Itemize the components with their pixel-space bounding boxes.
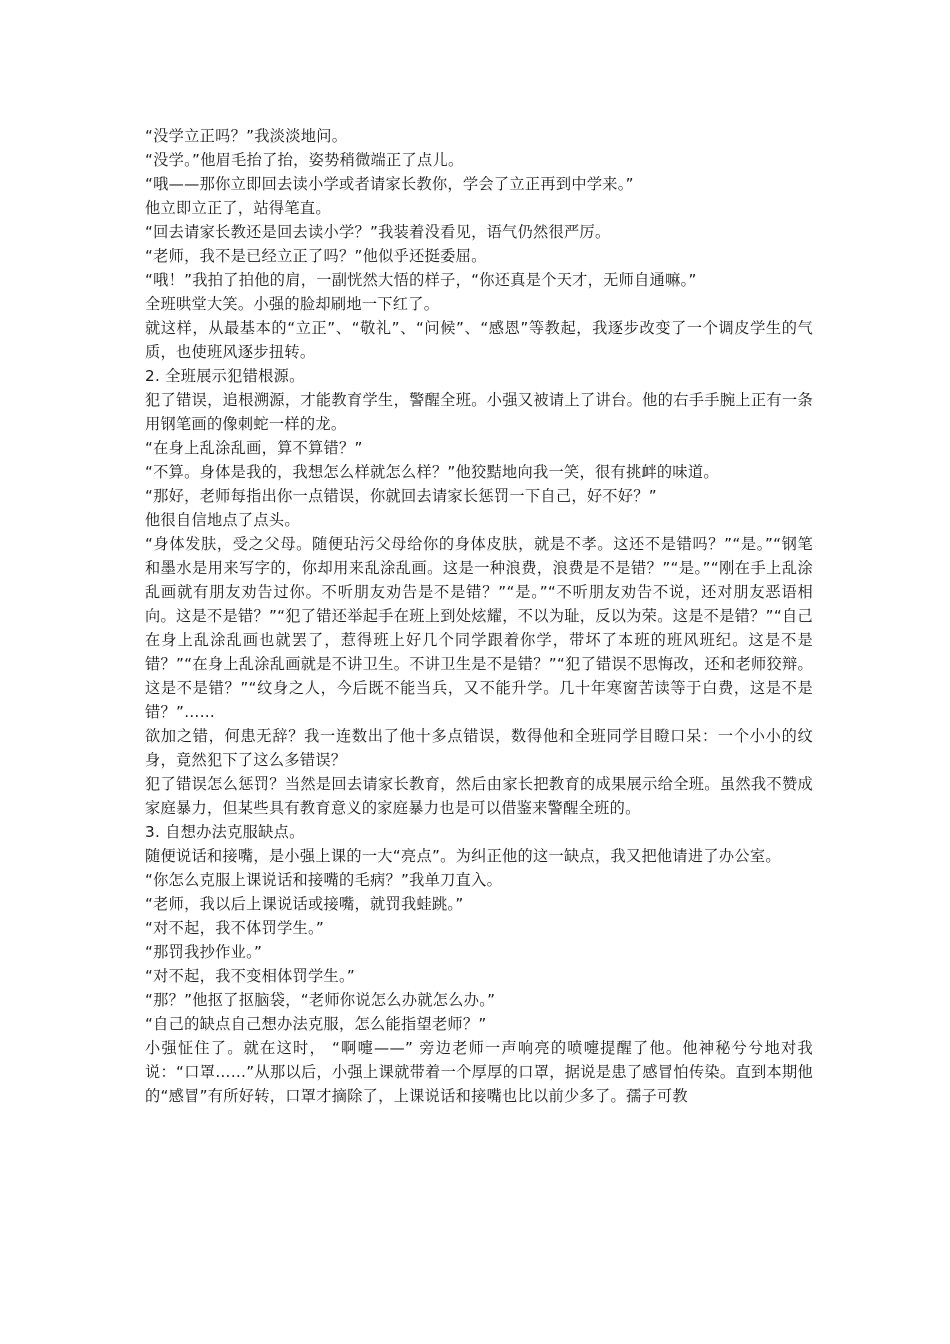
paragraph: 全班哄堂大笑。小强的脸却刷地一下红了。 [145, 295, 440, 313]
paragraph: 他很自信地点了点头。 [145, 511, 300, 529]
section-heading: 2. 全班展示犯错根源。 [145, 367, 305, 385]
paragraph: 就这样，从最基本的“立正”、“敬礼”、“问候”、“感恩”等教起，我逐步改变了一个调皮学生的气质，也使班风逐步扭转。 [145, 319, 813, 361]
paragraph: “不算。身体是我的，我想怎么样就怎么样？”他狡黠地向我一笑，很有挑衅的味道。 [145, 463, 719, 481]
paragraph: “没学立正吗？”我淡淡地问。 [145, 127, 348, 145]
paragraph: “回去请家长教还是回去读小学？”我装着没看见，语气仍然很严厉。 [145, 223, 611, 241]
paragraph: “老师，我不是已经立正了吗？”他似乎还挺委屈。 [145, 247, 487, 265]
paragraph: “身体发肤，受之父母。随便玷污父母给你的身体皮肤，就是不孝。这还不是错吗？”“是。”“钢笔和墨水是用来写字的，你却用来乱涂乱画。这是一种浪费，浪费是不是错？”“是。”“刚在手上乱涂乱画就有朋友劝告过你。不听朋友劝告是不是错？”“是。”“不听朋友劝告不说，还对朋友恶语相向。这是不是错？”“犯了错还举起手在班上到处炫耀，不以为耻，反以为荣。这是不是错？”“自己在身上乱涂乱画也就罢了，惹得班上好几个同学跟着你学，带坏了本班的班风班纪。这是不是错？”“在身上乱涂乱画就是不讲卫生。不讲卫生是不是错？”“犯了错误不思悔改，还和老师狡辩。这是不是错？”“纹身之人，今后既不能当兵，又不能升学。几十年寒窗苦读等于白费，这是不是错？”…… [145, 535, 813, 721]
section-heading: 3. 自想办法克服缺点。 [145, 823, 305, 841]
paragraph: “在身上乱涂乱画，算不算错？” [145, 439, 363, 457]
paragraph: “自己的缺点自己想办法克服，怎么能指望老师？” [145, 1015, 487, 1033]
paragraph: “哦！”我拍了拍他的肩，一副恍然大悟的样子，“你还真是个天才，无师自通嘛。” [145, 271, 697, 289]
paragraph: 他立即立正了，站得笔直。 [145, 199, 331, 217]
paragraph: “那好，老师每指出你一点错误，你就回去请家长惩罚一下自己，好不好？” [145, 487, 657, 505]
paragraph: “对不起，我不体罚学生。” [145, 919, 325, 937]
paragraph: 犯了错误怎么惩罚？当然是回去请家长教育，然后由家长把教育的成果展示给全班。虽然我不赞成家庭暴力，但某些具有教育意义的家庭暴力也是可以借鉴来警醒全班的。 [145, 775, 813, 817]
paragraph: “没学。”他眉毛抬了抬，姿势稍微端正了点儿。 [145, 151, 464, 169]
paragraph: “那罚我抄作业。” [145, 943, 263, 961]
paragraph: 随便说话和接嘴，是小强上课的一大“亮点”。为纠正他的这一缺点，我又把他请进了办公室。 [145, 847, 781, 865]
paragraph: “对不起，我不变相体罚学生。” [145, 967, 356, 985]
paragraph: “老师，我以后上课说话或接嘴，就罚我蛙跳。” [145, 895, 464, 913]
paragraph: “你怎么克服上课说话和接嘴的毛病？”我单刀直入。 [145, 871, 503, 889]
paragraph: “那？”他抠了抠脑袋，“老师你说怎么办就怎么办。” [145, 991, 496, 1009]
paragraph: “哦——那你立即回去读小学或者请家长教你，学会了立正再到中学来。” [145, 175, 634, 193]
document-body [145, 124, 813, 1108]
paragraph: 小强怔住了。就在这时， “啊嚏——” 旁边老师一声响亮的喷嚏提醒了他。他神秘兮兮地对我说：“口罩……”从那以后，小强上课就带着一个厚厚的口罩，据说是患了感冒怕传染。直到本期他的“感冒”有所好转，口罩才摘除了，上课说话和接嘴也比以前少多了。孺子可教 [145, 1039, 813, 1105]
paragraph: 犯了错误，追根溯源，才能教育学生，警醒全班。小强又被请上了讲台。他的右手手腕上正有一条用钢笔画的像刺蛇一样的龙。 [145, 391, 813, 433]
paragraph: 欲加之错，何患无辞？我一连数出了他十多点错误，数得他和全班同学目瞪口呆：一个小小的纹身，竟然犯下了这么多错误？ [145, 727, 813, 769]
